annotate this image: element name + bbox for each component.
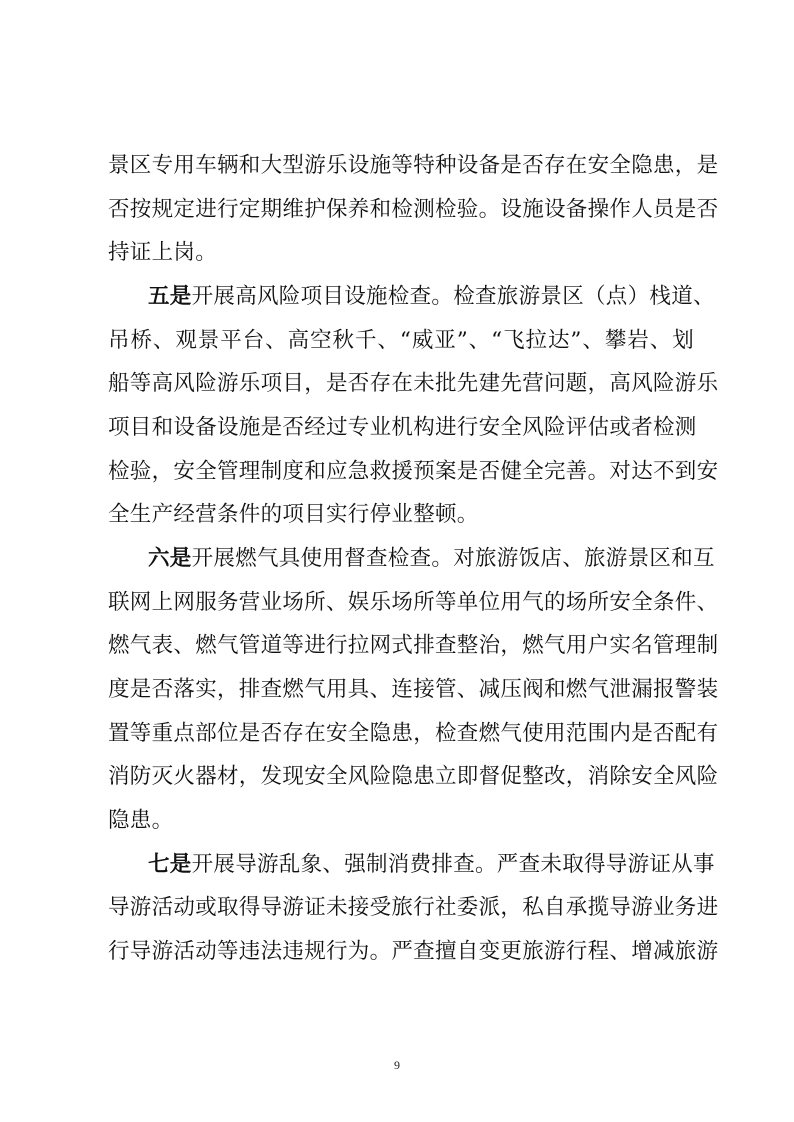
paragraph-first-line: [148, 844, 715, 886]
text-line: 全生产经营条件的项目实行停业整顿。: [108, 502, 479, 527]
text-line: 隐患。: [108, 808, 174, 833]
text-span: 开展高风险项目设施检查。检查旅游景区（点）栈道、: [191, 284, 715, 309]
paragraph-first-line: [148, 538, 715, 580]
text-line: 景区专用车辆和大型游乐设施等特种设备是否存在安全隐患，是: [108, 153, 719, 178]
text-line: 船等高风险游乐项目，是否存在未批先建先营问题，高风险游乐: [108, 371, 719, 396]
paragraph-first-line: [148, 276, 715, 318]
text-line: 置等重点部位是否存在安全隐患，检查燃气使用范围内是否配有: [108, 721, 719, 746]
text-line: 持证上岗。: [108, 240, 218, 265]
paragraph-lead: 六是: [148, 546, 192, 571]
text-span: 开展导游乱象、强制消费排查。严查未取得导游证从事: [191, 852, 715, 877]
text-line: 导游活动或取得导游证未接受旅行社委派，私自承揽导游业务进: [108, 895, 719, 920]
text-line: 行导游活动等违法违规行为。严查擅自变更旅游行程、增减旅游: [108, 939, 719, 964]
text-line: 燃气表、燃气管道等进行拉网式排查整治，燃气用户实名管理制: [108, 633, 719, 658]
page-number: 9: [394, 1058, 400, 1072]
text-line: 消防灭火器材，发现安全风险隐患立即督促整改，消除安全风险: [108, 764, 719, 789]
text-line: 吊桥、观景平台、高空秋千、“威亚”、“飞拉达”、攀岩、划: [108, 328, 694, 353]
text-line: 项目和设备设施是否经过专业机构进行安全风险评估或者检测: [108, 415, 697, 440]
paragraph-lead: 五是: [148, 284, 192, 309]
text-line: 否按规定进行定期维护保养和检测检验。设施设备操作人员是否: [108, 197, 719, 222]
text-line: 度是否落实，排查燃气用具、连接管、减压阀和燃气泄漏报警装: [108, 677, 719, 702]
text-line: 检验，安全管理制度和应急救援预案是否健全完善。对达不到安: [108, 459, 719, 484]
paragraph-lead: 七是: [148, 852, 192, 877]
text-line: 联网上网服务营业场所、娱乐场所等单位用气的场所安全条件、: [108, 590, 719, 615]
text-span: 开展燃气具使用督查检查。对旅游饭店、旅游景区和互: [191, 546, 715, 571]
